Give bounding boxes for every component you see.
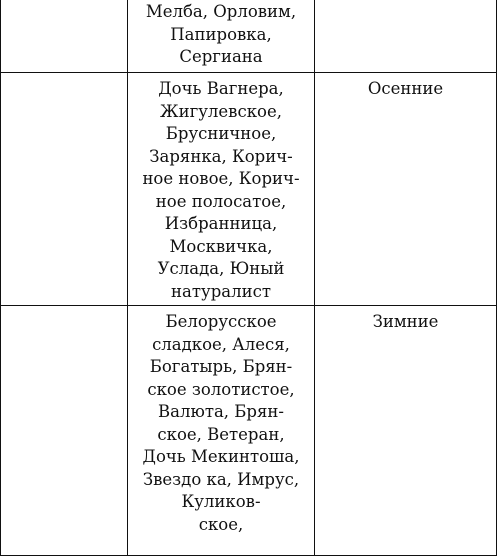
season-label: Осенние [367, 79, 444, 98]
varieties-cell [128, 73, 315, 306]
variety-line: Услада, Юный [157, 259, 285, 278]
variety-line: Москвичка, [169, 236, 273, 256]
variety-line: Папировка, [170, 24, 272, 44]
variety-line: ное новое, Корич- [142, 169, 300, 188]
empty-cell [1, 73, 128, 306]
variety-line: Дочь Мекинтоша, [142, 447, 300, 466]
variety-line: сладкое, Алеся, [152, 334, 290, 354]
variety-line: Избранница, [164, 214, 278, 233]
table-row [1, 0, 497, 73]
variety-line: Белорусское [165, 312, 277, 331]
varieties-cell [128, 0, 315, 73]
variety-line: Зарянка, Корич- [149, 146, 293, 166]
table-row [1, 306, 497, 556]
variety-line: Богатырь, Брян- [149, 357, 293, 376]
variety-line: ское золотистое, [147, 379, 295, 399]
season-label [315, 0, 496, 3]
variety-line: Жигулевское, [160, 101, 282, 121]
variety-line: Звездо ка, Имрус, [142, 469, 300, 489]
variety-line: Дочь Вагнера, [158, 79, 284, 98]
variety-line: Валюта, Брян- [158, 402, 284, 421]
season-cell [315, 0, 497, 73]
variety-line: ное полосатое, [155, 191, 287, 211]
season-label: Зимние [372, 312, 439, 331]
empty-cell [1, 306, 128, 556]
variety-line: ское, [198, 514, 244, 534]
variety-line: Сергиана [179, 47, 263, 66]
variety-line: Брусничное, [165, 124, 277, 143]
season-cell [315, 306, 497, 556]
varieties-cell [128, 306, 315, 556]
table-row [1, 73, 497, 306]
variety-line: натуралист [171, 281, 271, 301]
season-cell [315, 73, 497, 306]
variety-line: Куликов- [181, 492, 261, 511]
variety-line: ское, Ветеран, [157, 424, 285, 444]
empty-cell [1, 0, 128, 73]
variety-line: Мелба, Орловим, [145, 2, 297, 21]
